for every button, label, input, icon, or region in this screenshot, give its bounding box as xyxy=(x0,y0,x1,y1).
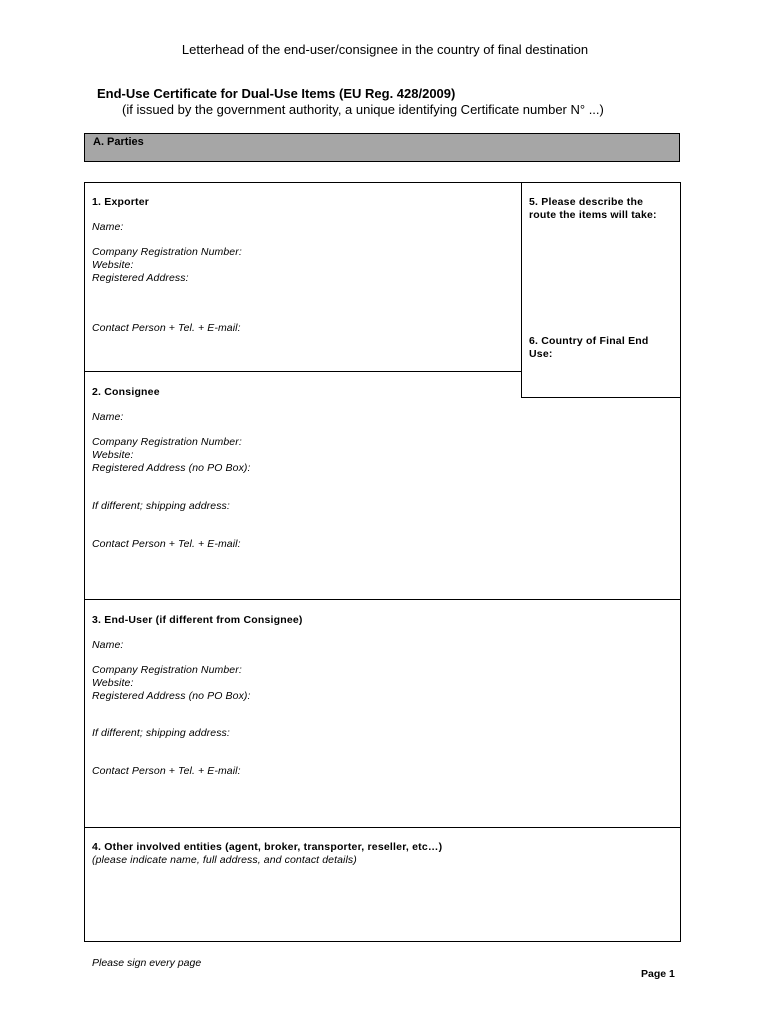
other-entities-note[interactable]: (please indicate name, full address, and contact details) xyxy=(92,854,357,866)
consignee-shipping-field[interactable]: If different; shipping address: xyxy=(92,500,230,512)
end-user-divider xyxy=(84,827,680,828)
country-heading-line1: 6. Country of Final End xyxy=(529,335,649,347)
section-a-header xyxy=(84,133,680,162)
certificate-subtitle: (if issued by the government authority, a unique identifying Certificate number N° ...) xyxy=(122,102,604,117)
exporter-divider xyxy=(84,371,522,372)
end-user-website-field[interactable]: Website: xyxy=(92,677,134,689)
section-a-label: A. Parties xyxy=(93,136,144,148)
consignee-company-reg-field[interactable]: Company Registration Number: xyxy=(92,436,242,448)
end-user-shipping-field[interactable]: If different; shipping address: xyxy=(92,727,230,739)
exporter-website-field[interactable]: Website: xyxy=(92,259,134,271)
end-user-company-reg-field[interactable]: Company Registration Number: xyxy=(92,664,242,676)
country-heading[interactable] xyxy=(529,335,649,361)
consignee-name-field[interactable]: Name: xyxy=(92,411,124,423)
consignee-address-field[interactable]: Registered Address (no PO Box): xyxy=(92,462,251,474)
route-heading-line1: 5. Please describe the xyxy=(529,196,644,208)
end-user-heading: 3. End-User (if different from Consignee) xyxy=(92,614,303,626)
exporter-address-field[interactable]: Registered Address: xyxy=(92,272,189,284)
exporter-company-reg-field[interactable]: Company Registration Number: xyxy=(92,246,242,258)
consignee-website-field[interactable]: Website: xyxy=(92,449,134,461)
letterhead-text: Letterhead of the end-user/consignee in the country of final destination xyxy=(181,42,589,57)
exporter-contact-field[interactable]: Contact Person + Tel. + E-mail: xyxy=(92,322,241,334)
exporter-name-field[interactable]: Name: xyxy=(92,221,124,233)
other-entities-heading: 4. Other involved entities (agent, broker, transporter, reseller, etc…) xyxy=(92,841,443,853)
route-heading-line2: route the items will take: xyxy=(529,209,657,221)
end-user-name-field[interactable]: Name: xyxy=(92,639,124,651)
consignee-divider xyxy=(84,599,680,600)
consignee-contact-field[interactable]: Contact Person + Tel. + E-mail: xyxy=(92,538,241,550)
page-number: Page 1 xyxy=(641,968,675,980)
certificate-title: End-Use Certificate for Dual-Use Items (EU Reg. 428/2009) xyxy=(97,86,456,101)
end-user-contact-field[interactable]: Contact Person + Tel. + E-mail: xyxy=(92,765,241,777)
sign-every-page-note: Please sign every page xyxy=(92,957,202,969)
country-heading-line2: Use: xyxy=(529,348,553,360)
route-heading[interactable] xyxy=(529,196,657,222)
consignee-heading: 2. Consignee xyxy=(92,386,160,398)
exporter-heading: 1. Exporter xyxy=(92,196,150,208)
end-user-address-field[interactable]: Registered Address (no PO Box): xyxy=(92,690,251,702)
